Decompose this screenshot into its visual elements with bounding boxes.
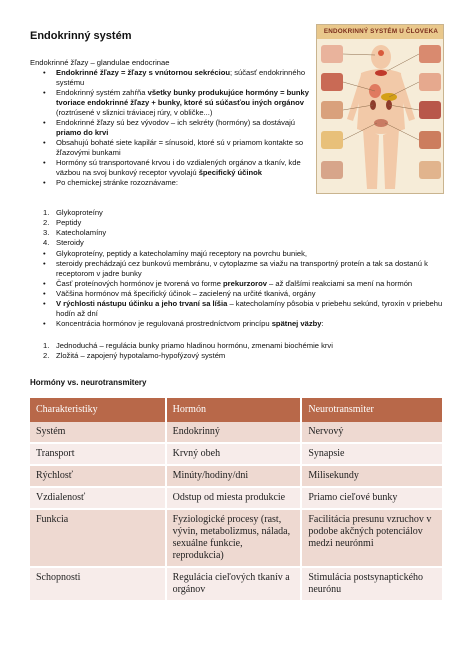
- list-item: 4. Steroidy: [43, 238, 84, 247]
- table-row: [30, 487, 443, 509]
- list-item: • Po chemickej stránke rozoznávame:: [30, 178, 310, 188]
- comparison-table: [30, 398, 444, 602]
- table-cell: Systém: [30, 422, 166, 443]
- list-item: 1. Jednoduchá – regulácia bunky priamo hladinou hormónu, zmenami biochémie krvi: [43, 341, 333, 350]
- table-cell: Milisekundy: [301, 465, 443, 487]
- table-cell: Schopnosti: [30, 567, 166, 601]
- list-item: • Časť proteínových hormónov je tvorená vo forme prekurzorov – až ďalšími reakciami sa mení na hormón: [30, 279, 450, 289]
- list-item: 2. Zložitá – zapojený hypotalamo-hypofýzový systém: [43, 351, 226, 360]
- table-cell: Stimulácia postsynaptického neurónu: [301, 567, 443, 601]
- table-cell: Odstup od miesta produkcie: [166, 487, 302, 509]
- list-item: 2. Peptidy: [43, 218, 82, 227]
- table-row: [30, 567, 443, 601]
- list-item: • Glykoproteíny, peptidy a katecholamíny majú receptory na povrchu buniek,: [30, 249, 450, 259]
- page-title: Endokrinný systém: [30, 30, 132, 42]
- list-item: • Obsahujú bohaté siete kapilár = sínusoid, ktoré sú v priamom kontakte so žľazovými bunkami: [30, 138, 310, 158]
- table-cell: Transport: [30, 443, 166, 465]
- table-cell: Krvný obeh: [166, 443, 302, 465]
- table-header-row: [30, 398, 443, 422]
- human-body-illustration: [317, 39, 444, 194]
- list-item: 3. Katecholamíny: [43, 228, 107, 237]
- table-cell: Nervový: [301, 422, 443, 443]
- bullet-list-top: [30, 68, 310, 188]
- table-cell: Regulácia cieľových tkanív a orgánov: [166, 567, 302, 601]
- chem-types-list: [30, 208, 450, 248]
- list-item: • V rýchlosti nástupu účinku a jeho trvaní sa líšia – katecholamíny pôsobia v priebehu sekúnd, tyroxín v priebehu hodín až dní: [30, 299, 450, 319]
- table-row: [30, 422, 443, 443]
- table-cell: Endokrinný: [166, 422, 302, 443]
- table-cell: Vzdialenosť: [30, 487, 166, 509]
- column-header: Neurotransmiter: [301, 398, 443, 422]
- list-item: • Endokrinné žľazy sú bez vývodov – ich sekréty (hormóny) sa dostávajú priamo do krvi: [30, 118, 310, 138]
- table-row: [30, 443, 443, 465]
- list-item: • Koncentrácia hormónov je regulovaná prostredníctvom princípu spätnej väzby:: [30, 319, 450, 329]
- column-header: Charakteristiky: [30, 398, 166, 422]
- bullet-list-middle: [30, 249, 450, 329]
- section-subtitle: Hormóny vs. neurotransmitery: [30, 378, 147, 387]
- table-cell: Minúty/hodiny/dni: [166, 465, 302, 487]
- column-header: Hormón: [166, 398, 302, 422]
- table-cell: Synapsie: [301, 443, 443, 465]
- table-cell: Rýchlosť: [30, 465, 166, 487]
- table-row: [30, 509, 443, 567]
- table-cell: Priamo cieľové bunky: [301, 487, 443, 509]
- intro-line: Endokrinné žľazy – glandulae endocrinae: [30, 58, 170, 67]
- table-cell: Fyziologické procesy (rast, vývin, metabolizmus, nálada, sexuálne funkcie, reprodukcia): [166, 509, 302, 567]
- feedback-types-list: [30, 341, 450, 361]
- poster-heading: ENDOKRINNÝ SYSTÉM U ČLOVEKA: [317, 25, 444, 39]
- list-item: • Hormóny sú transportované krvou i do vzdialených orgánov a tkanív, kde väzbou na svoj bunkový receptor vyvolajú špecifický účinok: [30, 158, 310, 178]
- table-row: [30, 465, 443, 487]
- list-item: • steroidy prechádzajú cez bunkovú membránu, v cytoplazme sa viažu na transportný proteín a tak sa dostanú k receptorom v jadre bunky: [30, 259, 450, 279]
- list-item: 1. Glykoproteíny: [43, 208, 103, 217]
- table-cell: Facilitácia presunu vzruchov v podobe akčných potenciálov medzi neurónmi: [301, 509, 443, 567]
- list-item: • Väčšina hormónov má špecifický účinok – zacielený na určité tkanivá, orgány: [30, 289, 450, 299]
- endocrine-poster-image: [316, 24, 444, 194]
- list-item: • Endokrinné žľazy = žľazy s vnútornou sekréciou; súčasť endokrinného systému: [30, 68, 310, 88]
- table-cell: Funkcia: [30, 509, 166, 567]
- list-item: • Endokrinný systém zahŕňa všetky bunky produkujúce hormóny = bunky tvoriace endokrinné žľazy + bunky, ktoré sú súčasťou iných orgánov (roztrúsené v sliznici tráviacej rúry, v obličke...): [30, 88, 310, 118]
